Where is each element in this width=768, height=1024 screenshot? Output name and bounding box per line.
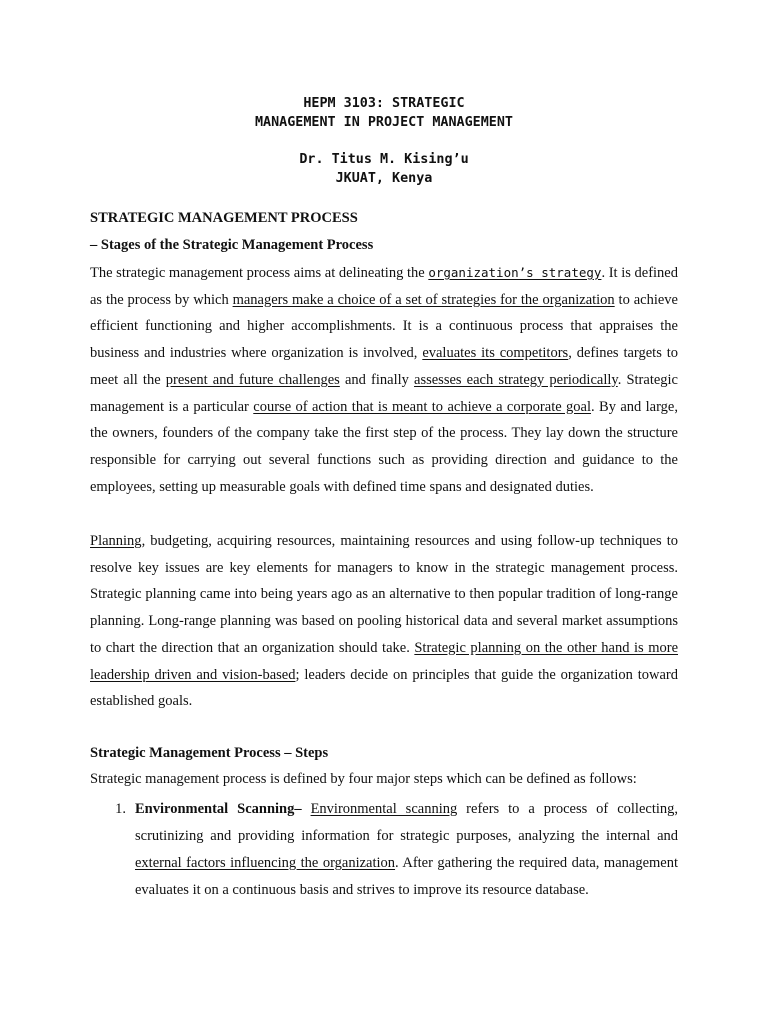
p1-underline-organization-strategy: organization’s strategy [428, 265, 602, 280]
p1-text-4: , defines targets to meet all the [90, 345, 678, 388]
list-item [90, 796, 678, 904]
steps-heading: Strategic Management Process – Steps [90, 745, 329, 761]
paragraph-2 [90, 528, 678, 715]
paragraph-1 [90, 260, 678, 500]
paragraph-block-1 [90, 260, 678, 500]
author-name: Dr. Titus M. Kising’u [299, 152, 469, 167]
p1-underline-challenges: present and future challenges [165, 371, 340, 388]
list-item-title: Environmental Scanning– [135, 801, 302, 817]
p1-text-1: The strategic management process aims at delineating the [90, 265, 429, 281]
course-title [90, 0, 678, 132]
p1-text-6: . Strategic management is a particular [90, 371, 678, 415]
course-title-line2: MANAGEMENT IN PROJECT MANAGEMENT [255, 115, 513, 130]
section-subheading: – Stages of the Strategic Management Process [90, 237, 374, 253]
author-affiliation: JKUAT, Kenya [335, 171, 433, 186]
item1-text-0 [302, 801, 311, 817]
item1-text-2: . After gathering the required data, management evaluates it on a continuous basis and strives to improve its resource database. [135, 855, 678, 898]
steps-intro: Strategic management process is defined by four major steps which can be defined as follows: [90, 771, 637, 787]
paragraph-block-2 [90, 528, 678, 715]
p2-underline-strategic-planning: Strategic planning on the other hand is more leadership driven and vision-based [90, 639, 679, 683]
item1-underline-environmental-scanning: Environmental scanning [310, 801, 458, 817]
p1-text-3: to achieve efficient functioning and higher accomplishments. It is a continuous process that appraises the business and industries where organization is involved, [90, 291, 678, 362]
p1-text-7: . By and large, the owners, founders of the company take the first step of the process. They lay down the structure responsible for carrying out several functions such as providing direction and guidance to the employees, setting up measurable goals with defined time spans and designated duties. [90, 398, 678, 495]
author-block [90, 132, 678, 188]
item1-underline-external-factors: external factors influencing the organization [135, 855, 396, 871]
p2-underline-planning: Planning [90, 533, 142, 549]
p1-text-5: and finally [339, 371, 415, 388]
course-title-line1: HEPM 3103: STRATEGIC [303, 96, 465, 111]
list-item-number: 1. [115, 801, 126, 817]
p2-text-1: , budgeting, acquiring resources, maintaining resources and using follow-up techniques to resolve key issues are key elements for managers to know in the strategic management process. Strategic planning came into being years ago as an alternative to then popular tradition of long-range planning. Long-range planning was based on pooling historical data and several market assumptions to chart the direction that an organization should take. [90, 533, 678, 656]
section-heading: STRATEGIC MANAGEMENT PROCESS [90, 210, 358, 226]
p1-underline-course-of-action: course of action that is meant to achieve a corporate goal [253, 398, 592, 415]
item1-text-1: refers to a process of collecting, scrutinizing and providing information for strategic purposes, analyzing the internal and [135, 801, 678, 844]
steps-list [90, 796, 678, 904]
p1-underline-managers-choice: managers make a choice of a set of strategies for the organization [232, 291, 615, 308]
p2-text-2: ; leaders decide on principles that guide the organization toward established goals. [90, 666, 679, 710]
p1-text-2: . It is defined as the process by which [90, 265, 678, 308]
p1-underline-evaluates-competitors: evaluates its competitors [422, 345, 569, 362]
list-item-text [135, 796, 678, 904]
document-header [90, 0, 678, 188]
p1-underline-assesses-strategy: assesses each strategy periodically [414, 371, 618, 388]
